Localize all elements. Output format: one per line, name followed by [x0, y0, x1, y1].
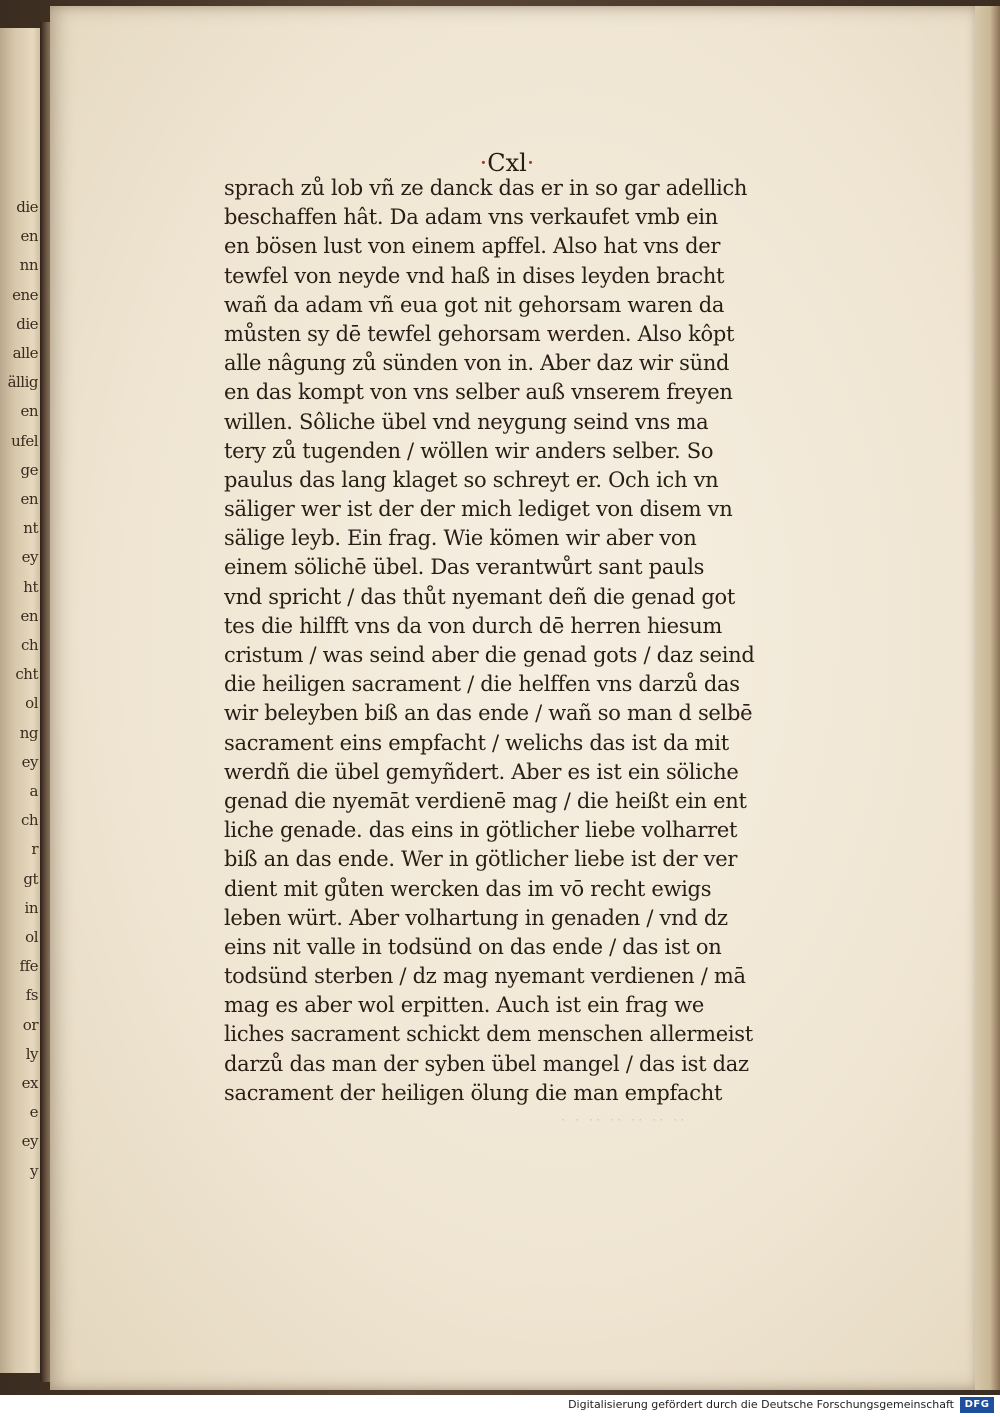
text-line: werdñ die übel gemyñdert. Aber es ist ein söliche: [224, 759, 739, 784]
text-line: můsten sy dē tewfel gehorsam werden. Also kôpt: [224, 321, 735, 346]
left-page-fragment: ch: [20, 811, 38, 830]
rubric-dot: ·: [479, 149, 488, 177]
left-page-fragment: ffe: [19, 957, 38, 976]
text-line: biß an das ende. Wer in götlicher liebe ist der ver: [224, 847, 738, 872]
text-line: mag es aber wol erpitten. Auch ist ein frag we: [224, 993, 705, 1018]
text-block: [224, 174, 774, 1108]
footer-credit: Digitalisierung gefördert durch die Deutsche Forschungsgemeinschaft: [568, 1398, 954, 1411]
left-page-fragment: en: [20, 402, 38, 421]
dfg-logo[interactable]: DFG: [960, 1397, 994, 1413]
left-page-fragment: ex: [21, 1074, 38, 1092]
left-page-fragment: ene: [12, 285, 38, 304]
left-page-fragment: ey: [21, 1132, 38, 1151]
left-page-fragment: ht: [23, 577, 38, 596]
page-edge: [975, 6, 1000, 1390]
left-page-fragment: ol: [25, 928, 38, 946]
text-line: dient mit gůten wercken das im vō recht ewigs: [224, 876, 712, 901]
left-page-fragment: ol: [25, 694, 38, 713]
text-line: eins nit valle in todsünd on das ende / das ist on: [224, 934, 722, 959]
left-page-fragment: die: [16, 198, 38, 216]
left-page-fragment: alle: [12, 344, 38, 362]
text-line: wañ da adam vñ eua got nit gehorsam waren da: [224, 292, 725, 317]
rubric-dot: ·: [526, 149, 535, 177]
left-page-fragment: gt: [23, 869, 38, 888]
text-line: vnd spricht / das thůt nyemant deñ die genad got: [224, 584, 736, 609]
left-page-fragment: e: [29, 1103, 38, 1122]
text-line: die heiligen sacrament / die helffen vns darzů das: [224, 672, 740, 697]
text-line: sälige leyb. Ein frag. Wie kömen wir aber von: [224, 526, 697, 551]
left-page-fragment: ly: [25, 1044, 38, 1063]
text-line: tewfel von neyde vnd haß in dises leyden bracht: [224, 263, 725, 288]
left-page-fragment: en: [20, 490, 38, 508]
text-line: liche genade. das eins in götlicher liebe volharret: [224, 818, 738, 843]
footer-bar: [0, 1395, 1000, 1417]
left-page-fragment: in: [24, 898, 38, 917]
left-page-fragment: ufel: [11, 431, 38, 450]
left-page-fragment: ey: [21, 752, 38, 771]
left-page-fragment: or: [22, 1015, 38, 1034]
left-page-fragment: ng: [19, 723, 38, 742]
text-line: genad die nyemāt verdienē mag / die heißt ein ent: [224, 788, 747, 813]
text-line: leben würt. Aber volhartung in genaden / vnd dz: [224, 905, 728, 930]
text-line: darzů das man der syben übel mangel / das ist daz: [224, 1051, 749, 1076]
text-line: sprach zů lob vñ ze danck das er in so gar adellich: [224, 176, 748, 200]
text-line: cristum / was seind aber die genad gots / daz seind: [224, 643, 755, 667]
left-page-fragment: cht: [15, 665, 38, 684]
text-line: tery zů tugenden / wöllen wir anders selber. So: [224, 438, 714, 463]
left-page-fragment: ge: [20, 460, 38, 479]
text-line: säliger wer ist der der mich lediget von disem vn: [224, 497, 733, 522]
text-line: einem sölichē übel. Das verantwůrt sant pauls: [224, 555, 705, 580]
left-page-fragment: nt: [23, 519, 38, 538]
left-page-fragment: en: [20, 606, 38, 625]
text-line: wir beleyben biß an das ende / wañ so man d selbē: [224, 701, 753, 726]
faint-marks: · · ·· ·· ·· ·· ··: [560, 1115, 687, 1126]
text-line: tes die hilfft vns da von durch dē herren hiesum: [224, 613, 723, 638]
left-page-fragment: ch: [20, 636, 38, 654]
text-line: todsünd sterben / dz mag nyemant verdienen / mā: [224, 964, 746, 989]
text-line: en das kompt von vns selber auß vnserem freyen: [224, 380, 733, 405]
left-page-fragment: ey: [21, 548, 38, 567]
left-facing-page: [0, 28, 44, 1373]
left-page-fragment: r: [31, 840, 38, 859]
text-line: paulus das lang klaget so schreyt er. Och ich vn: [224, 467, 719, 492]
left-page-fragment: en: [20, 227, 38, 246]
text-line: sacrament der heiligen ölung die man empfacht: [224, 1080, 723, 1105]
left-page-fragment: nn: [19, 256, 38, 275]
folio-label: Cxl: [487, 149, 527, 177]
left-page-fragment: a: [29, 782, 38, 800]
text-line: liches sacrament schickt dem menschen allermeist: [224, 1022, 753, 1047]
text-line: beschaffen hât. Da adam vns verkaufet vmb ein: [224, 205, 718, 230]
left-page-fragment: die: [16, 314, 38, 333]
text-line: willen. Sôliche übel vnd neygung seind vns ma: [224, 409, 709, 434]
left-page-fragment: ällig: [7, 373, 38, 392]
text-line: sacrament eins empfacht / welichs das ist da mit: [224, 730, 729, 755]
left-page-fragment: y: [30, 1161, 38, 1180]
folio-number: [467, 149, 547, 177]
text-line: en bösen lust von einem apffel. Also hat vns der: [224, 234, 721, 259]
left-page-fragment: fs: [25, 986, 38, 1005]
text-line: alle nâgung zů sünden von in. Aber daz wir sünd: [224, 351, 730, 376]
